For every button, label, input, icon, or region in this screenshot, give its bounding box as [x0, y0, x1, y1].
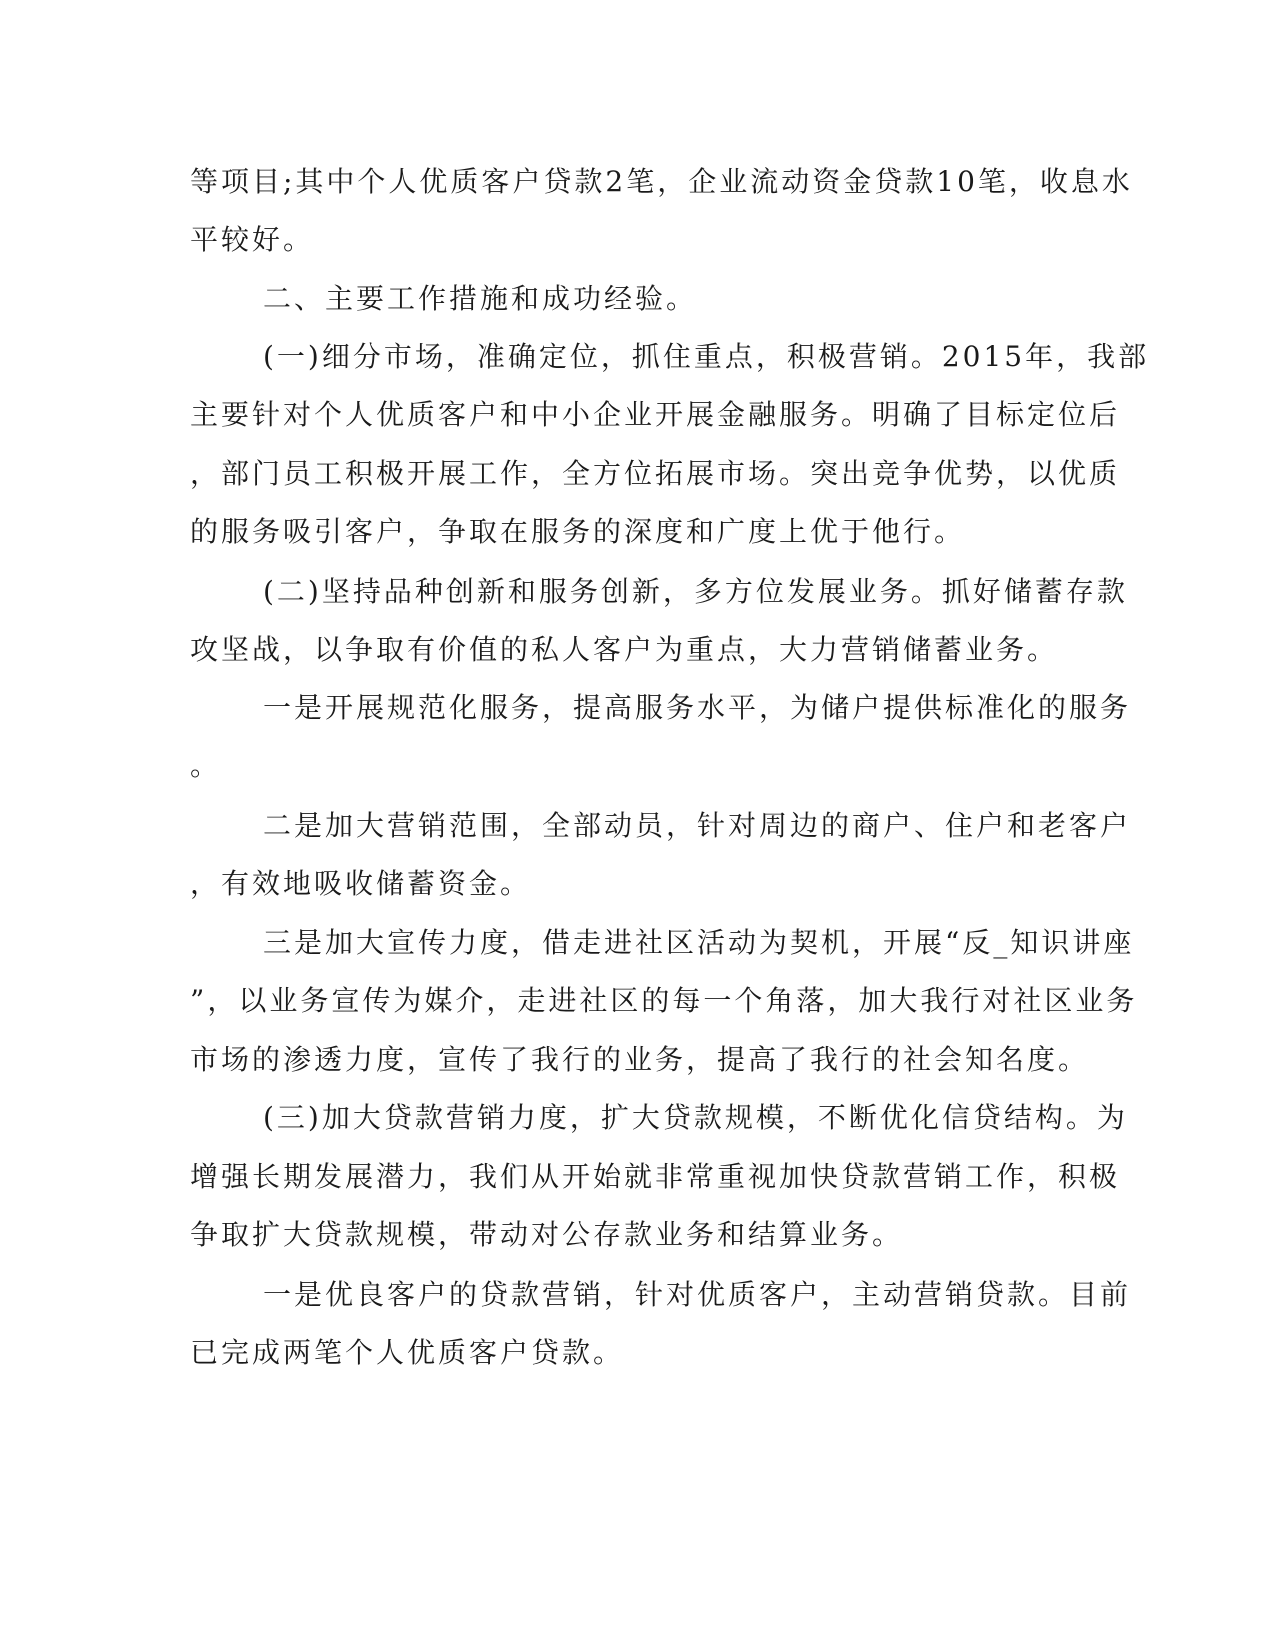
text-line-15: ”，以业务宣传为媒介，走进社区的每一个角落，加大我行对社区业务: [190, 984, 1138, 1017]
text-line-19: 争取扩大贷款规模，带动对公存款业务和结算业务。: [190, 1218, 904, 1251]
text-line-20: 一是优良客户的贷款营销，针对优质客户，主动营销贷款。目前: [263, 1278, 1132, 1311]
text-line-14: 三是加大宣传力度，借走进社区活动为契机，开展“反_知识讲座: [263, 926, 1135, 959]
text-line-11: 。: [190, 749, 222, 782]
text-line-5: 主要针对个人优质客户和中小企业开展金融服务。明确了目标定位后: [190, 398, 1121, 431]
text-line-6: ，部门员工积极开展工作，全方位拓展市场。突出竞争优势，以优质: [190, 457, 1121, 490]
subsection-heading-2: (二)坚持品种创新和服务创新，多方位发展业务。抓好储蓄存款: [263, 575, 1128, 608]
section-heading-2: 二、主要工作措施和成功经验。: [263, 282, 698, 315]
text-line-12: 二是加大营销范围，全部动员，针对周边的商户、住户和老客户: [263, 809, 1132, 842]
text-line-9: 攻坚战，以争取有价值的私人客户为重点，大力营销储蓄业务。: [190, 633, 1059, 666]
text-line-21: 已完成两笔个人优质客户贷款。: [190, 1336, 625, 1369]
subsection-heading-3: (三)加大贷款营销力度，扩大贷款规模，不断优化信贷结构。为: [263, 1101, 1128, 1134]
text-line-16: 市场的渗透力度，宣传了我行的业务，提高了我行的社会知名度。: [190, 1043, 1090, 1076]
text-line-1: 等项目;其中个人优质客户贷款2笔，企业流动资金贷款10笔，收息水: [190, 165, 1133, 198]
text-line-13: ，有效地吸收储蓄资金。: [190, 867, 532, 900]
text-line-2: 平较好。: [190, 223, 315, 256]
subsection-heading-1: (一)细分市场，准确定位，抓住重点，积极营销。2015年，我部: [263, 340, 1150, 373]
text-line-10: 一是开展规范化服务，提高服务水平，为储户提供标准化的服务: [263, 691, 1132, 724]
text-line-18: 增强长期发展潜力，我们从开始就非常重视加快贷款营销工作，积极: [190, 1160, 1121, 1193]
text-line-7: 的服务吸引客户，争取在服务的深度和广度上优于他行。: [190, 515, 966, 548]
